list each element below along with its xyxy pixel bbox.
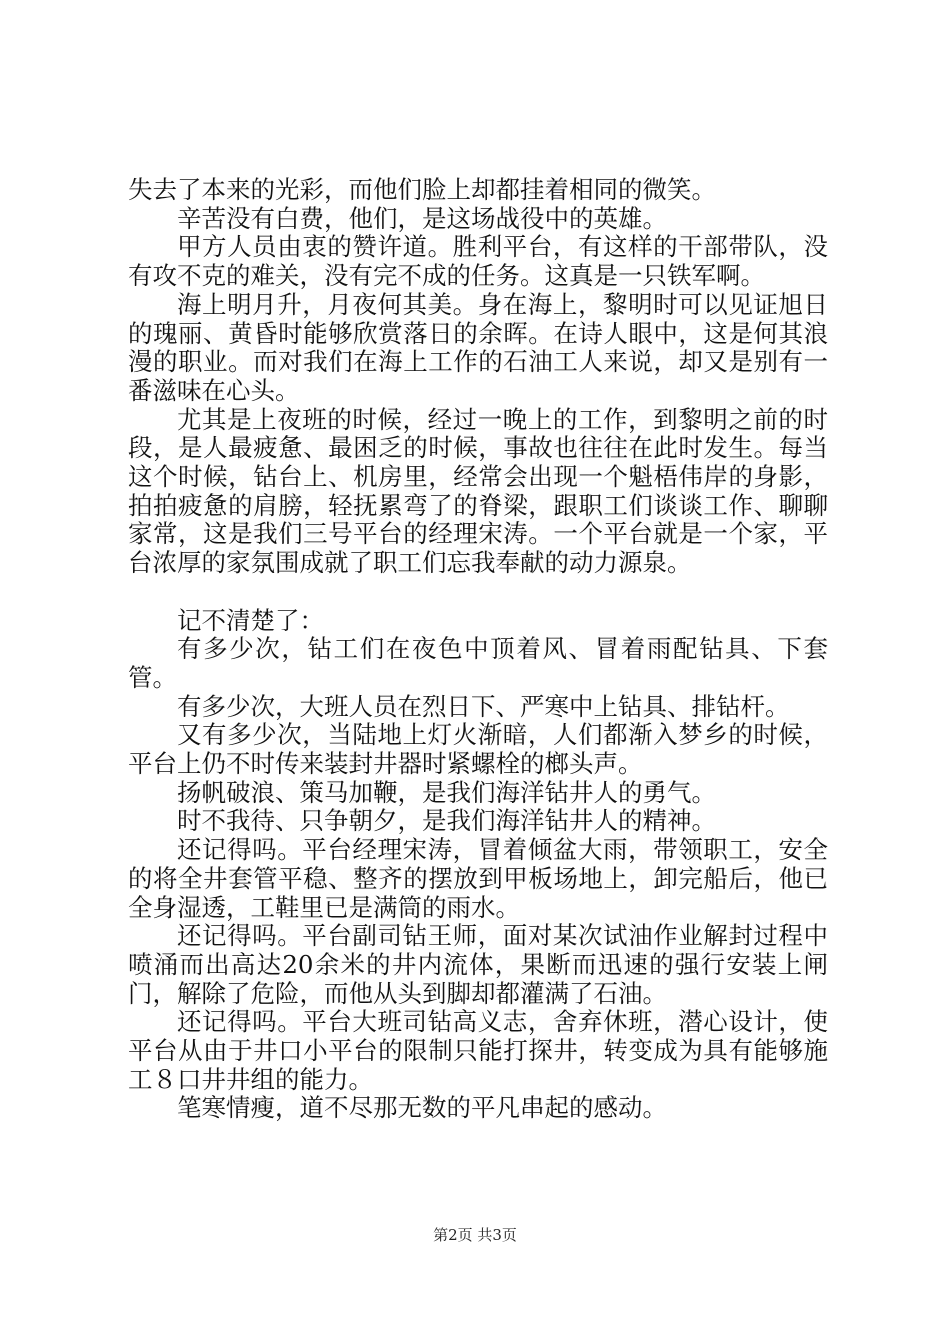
paragraph: 又有多少次，当陆地上灯火渐暗，人们都渐入梦乡的时候，平台上仍不时传来装封井器时紧螺栓的榔头声。 xyxy=(128,720,828,779)
paragraph: 还记得吗。平台副司钻王师，面对某次试油作业解封过程中喷涌而出高达20余米的井内流体，果断而迅速的强行安装上闸门，解除了危险，而他从头到脚却都灌满了石油。 xyxy=(128,921,828,1008)
paragraph: 有多少次，大班人员在烈日下、严寒中上钻具、排钻杆。 xyxy=(177,691,790,721)
paragraph: 尤其是上夜班的时候，经过一晚上的工作，到黎明之前的时段，是人最疲惫、最困乏的时候，事故也往往在此时发生。每当这个时候，钻台上、机房里，经常会出现一个魁梧伟岸的身影，拍拍疲惫的肩膀，轻抚累弯了的脊梁，跟职工们谈谈工作、聊聊家常，这是我们三号平台的经理宋涛。一个平台就是一个家，平台浓厚的家氛围成就了职工们忘我奉献的动力源泉。 xyxy=(128,404,828,578)
paragraph: 还记得吗。平台大班司钻高义志，舍弃休班，潜心设计，使平台从由于井口小平台的限制只能打探井，转变成为具有能够施工８口井井组的能力。 xyxy=(128,1007,828,1094)
paragraph: 辛苦没有白费，他们，是这场战役中的英雄。 xyxy=(177,203,667,233)
document-body xyxy=(128,176,828,1123)
paragraph: 笔寒情瘦，道不尽那无数的平凡串起的感动。 xyxy=(177,1093,667,1123)
paragraph: 扬帆破浪、策马加鞭，是我们海洋钻井人的勇气。 xyxy=(177,777,716,807)
paragraph: 海上明月升，月夜何其美。身在海上，黎明时可以见证旭日的瑰丽、黄昏时能够欣赏落日的余晖。在诗人眼中，这是何其浪漫的职业。而对我们在海上工作的石油工人来说，却又是别有一番滋味在心头。 xyxy=(128,289,828,405)
paragraph: 有多少次，钻工们在夜色中顶着风、冒着雨配钻具、下套管。 xyxy=(128,634,828,692)
paragraph: 还记得吗。平台经理宋涛，冒着倾盆大雨，带领职工，安全的将全井套管平稳、整齐的摆放到甲板场地上，卸完船后，他已全身湿透，工鞋里已是满筒的雨水。 xyxy=(128,835,828,922)
paragraph-spacer xyxy=(128,578,828,607)
paragraph: 时不我待、只争朝夕，是我们海洋钻井人的精神。 xyxy=(177,806,716,836)
page-footer: 第2页 共3页 xyxy=(433,1226,517,1244)
paragraph-continuation: 失去了本来的光彩，而他们脸上却都挂着相同的微笑。 xyxy=(128,175,716,204)
paragraph: 甲方人员由衷的赞许道。胜利平台，有这样的干部带队，没有攻不克的难关，没有完不成的任务。这真是一只铁军啊。 xyxy=(128,232,828,291)
paragraph: 记不清楚了： xyxy=(177,605,324,635)
